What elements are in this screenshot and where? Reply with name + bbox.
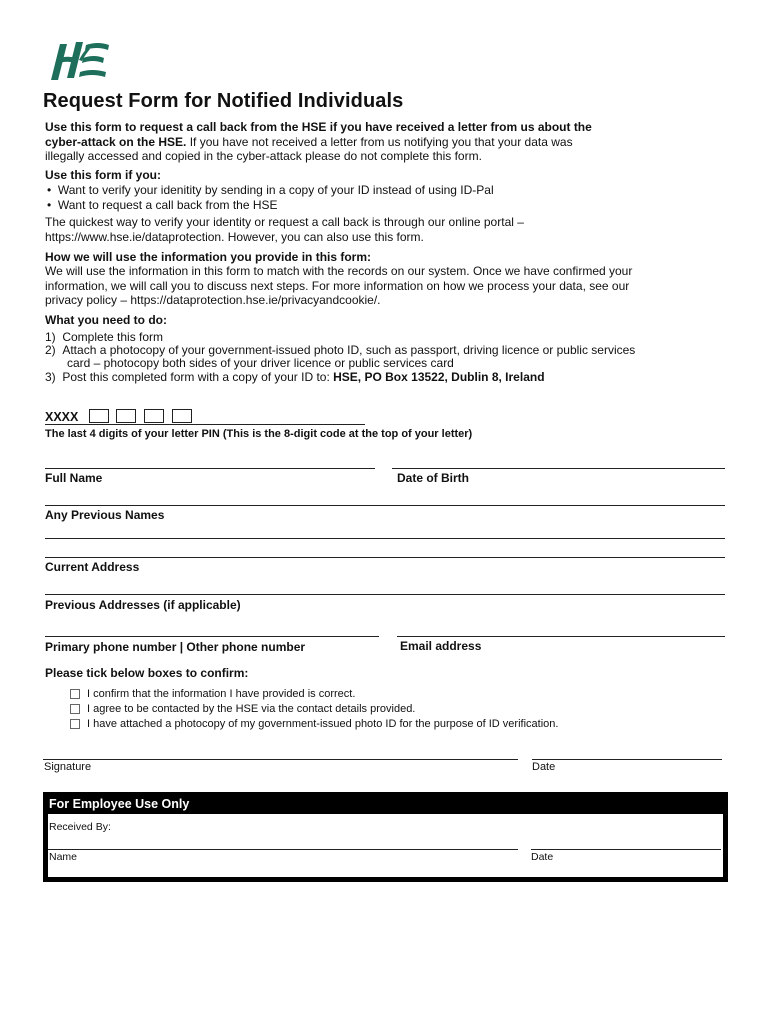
- full-name-field[interactable]: [45, 468, 375, 469]
- previous-addresses-label: Previous Addresses (if applicable): [45, 598, 241, 612]
- confirm-item-2: I agree to be contacted by the HSE via the contact details provided.: [70, 703, 415, 715]
- email-label: Email address: [400, 639, 482, 653]
- received-by-label: Received By:: [49, 821, 111, 833]
- use-if-heading: Use this form if you:: [45, 168, 162, 182]
- use-if-bullet-1: • Want to verify your idenitity by sending in a copy of your ID instead of using ID-Pal: [47, 183, 494, 197]
- todo-item-2-cont: card – photocopy both sides of your driver licence or public services card: [67, 356, 454, 370]
- employee-heading: For Employee Use Only: [43, 792, 728, 814]
- pin-digit-3[interactable]: [144, 409, 164, 423]
- previous-names-rule: [45, 505, 725, 506]
- phone-label: Primary phone number | Other phone number: [45, 640, 306, 654]
- employee-name-label: Name: [49, 851, 78, 863]
- employee-date-field[interactable]: [531, 849, 721, 850]
- pin-underline: [45, 424, 365, 425]
- confirm-checkbox-2[interactable]: [70, 704, 80, 714]
- full-name-label: Full Name: [45, 471, 103, 485]
- form-title: Request Form for Notified Individuals: [43, 90, 404, 112]
- pin-digit-1[interactable]: [89, 409, 109, 423]
- intro-line-2-rest: If you have not received a letter from us notifying you that your data was: [186, 134, 573, 149]
- previous-names-field[interactable]: [45, 538, 725, 539]
- intro-line-2: [45, 135, 573, 150]
- dob-label: Date of Birth: [397, 471, 469, 485]
- quickest-line-2: https://www.hse.ie/dataprotection. However, you can also use this form.: [45, 229, 424, 244]
- current-address-label: Current Address: [45, 560, 140, 574]
- signature-field[interactable]: [43, 759, 518, 760]
- todo-item-3: 3) Post this completed form with a copy of your ID to: HSE, PO Box 13522, Dublin 8, Ireland: [45, 370, 545, 384]
- confirm-heading: Please tick below boxes to confirm:: [45, 666, 249, 680]
- confirm-checkbox-1[interactable]: [70, 689, 80, 699]
- signature-label: Signature: [44, 761, 92, 773]
- current-address-rule: [45, 557, 725, 558]
- info-use-line-3: privacy policy – https://dataprotection.hse.ie/privacyandcookie/.: [45, 293, 381, 307]
- phone-field[interactable]: [45, 636, 379, 637]
- pin-digit-4[interactable]: [172, 409, 192, 423]
- intro-line-2-bold: cyber-attack on the HSE.: [45, 134, 187, 149]
- todo-heading: What you need to do:: [45, 313, 167, 327]
- employee-name-field[interactable]: [48, 849, 518, 850]
- pin-prefix: XXXX: [45, 410, 79, 424]
- signature-date-field[interactable]: [532, 759, 722, 760]
- confirm-item-1: I confirm that the information I have provided is correct.: [70, 688, 355, 700]
- todo-item-2: 2) Attach a photocopy of your government-issued photo ID, such as passport, driving licence or public services: [45, 343, 636, 357]
- info-use-heading: How we will use the information you provide in this form:: [45, 250, 372, 264]
- confirm-checkbox-3[interactable]: [70, 719, 80, 729]
- info-use-line-1: We will use the information in this form to match with the records on our system. Once we have confirmed your: [45, 264, 633, 278]
- intro-line-3: illegally accessed and copied in the cyber-attack please do not complete this form.: [45, 149, 482, 163]
- intro-line-1: Use this form to request a call back from the HSE if you have received a letter from us about the: [45, 120, 592, 134]
- current-address-field[interactable]: [45, 594, 725, 595]
- pin-digit-2[interactable]: [116, 409, 136, 423]
- employee-date-label: Date: [531, 851, 554, 863]
- todo-item-1: 1) Complete this form: [45, 330, 164, 344]
- info-use-line-2: information, we will call you to discuss next steps. For more information on how we process your data, see our: [45, 278, 630, 293]
- use-if-bullet-2: • Want to request a call back from the HSE: [47, 198, 278, 212]
- confirm-item-3: I have attached a photocopy of my government-issued photo ID for the purpose of ID verification.: [70, 718, 558, 730]
- previous-names-label: Any Previous Names: [45, 508, 165, 522]
- pin-caption: The last 4 digits of your letter PIN (This is the 8-digit code at the top of your letter): [45, 428, 473, 440]
- signature-date-label: Date: [532, 761, 556, 773]
- email-field[interactable]: [397, 636, 725, 637]
- hse-logo: [46, 40, 112, 82]
- dob-field[interactable]: [392, 468, 725, 469]
- quickest-line-1: The quickest way to verify your identity or request a call back is through our online portal –: [45, 215, 524, 229]
